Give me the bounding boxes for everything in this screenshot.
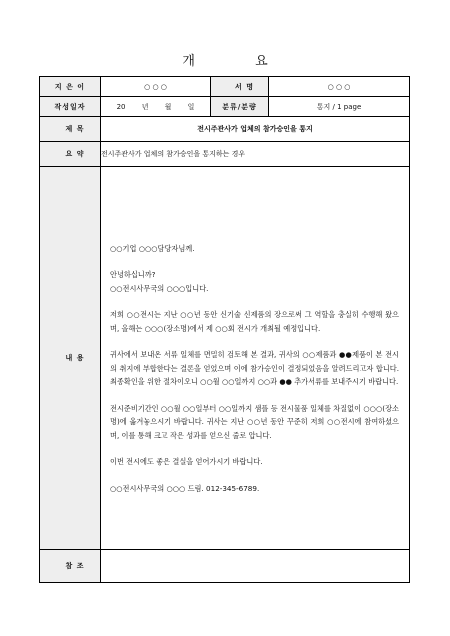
signature-value: ○ ○ ○ (269, 77, 410, 97)
subject-value: 전시주관사가 업체의 참가승인을 통지 (101, 117, 410, 142)
content-label: 내 용 (40, 167, 101, 550)
row-subject (40, 117, 410, 142)
summary-label: 요 약 (40, 142, 101, 167)
row-content (40, 167, 410, 550)
content-body (101, 167, 410, 550)
sender-value: ○ ○ ○ (101, 77, 211, 97)
date-label: 작성일자 (40, 97, 101, 117)
row-date (40, 97, 410, 117)
signature-label: 서 명 (211, 77, 269, 97)
content-paragraph-4: 이번 전시에도 좋은 결실을 얻어가시기 바랍니다. (110, 457, 263, 467)
content-paragraph-1: 저희 ○○전시는 지난 ○○년 동안 신기술 신제품의 장으로써 그 역할을 충실히 수행해 왔으며, 올해는 ○○○(장소명)에서 제 ○○회 전시가 개최될 예정입니다. (110, 310, 399, 333)
subject-label: 제 목 (40, 117, 101, 142)
summary-sheet (39, 76, 410, 583)
document-title: 개 요 (182, 54, 296, 69)
content-closing: ○○전시사무국의 ○○○ 드림. 012-345-6789. (110, 483, 260, 493)
content-intro-line2: ○○전시사무국의 ○○○입니다. (110, 283, 209, 293)
content-greeting: ○○기업 ○○○담당자님께. (110, 243, 195, 253)
reference-label: 참 조 (40, 550, 101, 583)
row-summary (40, 142, 410, 167)
content-paragraph-2: 귀사에서 보내온 서류 일체를 면밀히 검토해 본 결과, 귀사의 ○○제품과 ●●제품이 본 전시의 취지에 부합한다는 결론을 얻었으며 이에 참가승인이 결정되었음을 알려드리고자 합니다. 최종확인을 위한 절차이오니 ○○월 ○○일까지 ○○과 ●● 추가서류를 보내주시기 바랍니다. (110, 350, 399, 387)
row-reference (40, 550, 410, 583)
summary-value: 전시주관사가 업체의 참가승인을 통지하는 경우 (101, 142, 410, 167)
category-label: 분류/분량 (211, 97, 269, 117)
content-intro-line1: 안녕하십니까? (110, 270, 156, 280)
reference-value (101, 550, 410, 583)
row-author (40, 77, 410, 97)
sender-label: 지 은 이 (40, 77, 101, 97)
content-paragraph-3: 전시준비기간인 ○○월 ○○일부터 ○○일까지 샘플 등 전시물품 일체를 차질없이 ○○○(장소명)에 옮겨놓으시기 바랍니다. 귀사는 지난 ○○년 동안 꾸준히 저희 ○○전시에 참여하셨으며, 이를 통해 크고 작은 성과를 얻으신 줄로 압니다. (110, 403, 399, 440)
content-intro (110, 268, 399, 295)
date-value: 20 년 월 일 (101, 97, 211, 117)
category-value: 통지 / 1 page (269, 97, 410, 117)
